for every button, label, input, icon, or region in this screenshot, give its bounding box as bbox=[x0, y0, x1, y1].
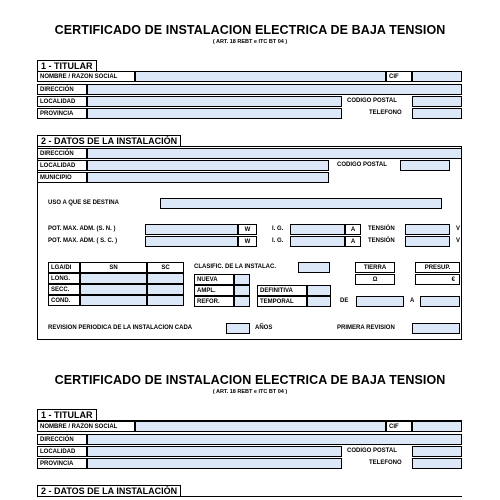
presup-field[interactable]: € bbox=[415, 274, 460, 285]
codigo-postal-label: CODIGO POSTAL bbox=[347, 98, 397, 104]
section-heading-titular: 1 - TITULAR bbox=[37, 409, 97, 421]
telefono-label: TELEFONO bbox=[369, 460, 402, 466]
refor-checkbox[interactable] bbox=[234, 296, 250, 307]
section-heading-instalacion: 2 - DATOS DE LA INSTALACIÓN bbox=[37, 485, 181, 497]
direccion-field[interactable] bbox=[87, 434, 462, 445]
section-heading-instalacion: 2 - DATOS DE LA INSTALACIÓN bbox=[37, 135, 181, 147]
inst-direccion-label: DIRECCIÓN bbox=[37, 148, 87, 159]
tension-sn-field[interactable] bbox=[405, 224, 450, 235]
temporal-checkbox[interactable] bbox=[307, 296, 331, 307]
long-sn-field[interactable] bbox=[80, 273, 147, 284]
pot-sn-field[interactable] bbox=[145, 224, 238, 235]
inst-localidad-field[interactable] bbox=[87, 160, 329, 171]
secc-sn-field[interactable] bbox=[80, 284, 147, 295]
tension-sc-field[interactable] bbox=[405, 236, 450, 247]
de-label: DE bbox=[340, 298, 349, 304]
provincia-label: PROVINCIA bbox=[37, 108, 87, 119]
provincia-field[interactable] bbox=[87, 108, 342, 119]
secc-sc-field[interactable] bbox=[147, 284, 184, 295]
tierra-field[interactable]: Ω bbox=[355, 274, 395, 285]
codigo-postal-field[interactable] bbox=[412, 96, 462, 107]
ig-sc-label: I. G. bbox=[272, 238, 284, 244]
ampl-option[interactable]: AMPL. bbox=[194, 285, 234, 296]
nueva-option[interactable]: NUEVA bbox=[194, 274, 234, 285]
section-divider bbox=[37, 496, 462, 497]
form-title: CERTIFICADO DE INSTALACION ELECTRICA DE BAJA TENSION bbox=[54, 373, 446, 387]
long-label: LONG. bbox=[48, 273, 80, 284]
municipio-field[interactable] bbox=[87, 172, 329, 183]
cif-field[interactable] bbox=[412, 71, 462, 82]
sn-header: SN bbox=[80, 262, 147, 273]
cond-sc-field[interactable] bbox=[147, 295, 184, 306]
localidad-label: LOCALIDAD bbox=[37, 96, 87, 107]
clasific-field[interactable] bbox=[298, 262, 330, 273]
ig-sc-field[interactable] bbox=[290, 236, 345, 247]
long-sc-field[interactable] bbox=[147, 273, 184, 284]
pot-sc-label: POT. MAX. ADM. ( S. C. ) bbox=[48, 238, 118, 244]
localidad-label: LOCALIDAD bbox=[37, 446, 87, 457]
localidad-field[interactable] bbox=[87, 96, 342, 107]
direccion-label: DIRECCIÓN bbox=[37, 434, 87, 445]
presup-header: PRESUP. bbox=[415, 262, 460, 273]
form-title: CERTIFICADO DE INSTALACION ELECTRICA DE BAJA TENSION bbox=[54, 23, 446, 37]
primera-revision-label: PRIMERA REVISION bbox=[337, 325, 395, 331]
anos-label: AÑOS bbox=[255, 325, 273, 331]
nombre-field[interactable] bbox=[135, 421, 386, 432]
sc-header: SC bbox=[147, 262, 184, 273]
temporal-from-field[interactable] bbox=[356, 296, 404, 307]
provincia-field[interactable] bbox=[87, 458, 342, 469]
clasific-label: CLASIFIC. DE LA INSTALAC. bbox=[194, 264, 276, 270]
pot-sc-unit: W bbox=[238, 236, 257, 247]
form-subtitle: ( ART. 18 REBT e ITC BT 04 ) bbox=[212, 39, 288, 45]
tension-sc-label: TENSIÓN bbox=[368, 238, 395, 244]
refor-option[interactable]: REFOR. bbox=[194, 296, 234, 307]
secc-label: SECC. bbox=[48, 284, 80, 295]
inst-codigo-postal-label: CODIGO POSTAL bbox=[337, 162, 387, 168]
ampl-checkbox[interactable] bbox=[234, 285, 250, 296]
ig-sn-field[interactable] bbox=[290, 224, 345, 235]
tension-sn-unit: V bbox=[456, 226, 461, 232]
revision-label: REVISION PERIODICA DE LA INSTALACION CADA bbox=[48, 325, 193, 331]
revision-years-field[interactable] bbox=[226, 323, 250, 334]
lga-header: LGA/DI bbox=[48, 262, 80, 273]
tension-sn-label: TENSIÓN bbox=[368, 226, 395, 232]
telefono-field[interactable] bbox=[412, 458, 462, 469]
definitiva-checkbox[interactable] bbox=[307, 285, 331, 296]
pot-sc-field[interactable] bbox=[145, 236, 238, 247]
cif-label: CIF bbox=[386, 421, 412, 432]
form-subtitle: ( ART. 18 REBT e ITC BT 04 ) bbox=[212, 389, 288, 395]
codigo-postal-label: CODIGO POSTAL bbox=[347, 448, 397, 454]
cond-sn-field[interactable] bbox=[80, 295, 147, 306]
localidad-field[interactable] bbox=[87, 446, 342, 457]
telefono-field[interactable] bbox=[412, 108, 462, 119]
inst-localidad-label: LOCALIDAD bbox=[37, 160, 87, 171]
primera-revision-field[interactable] bbox=[412, 323, 460, 334]
inst-codigo-postal-field[interactable] bbox=[400, 160, 450, 171]
a-label: A bbox=[410, 298, 415, 304]
uso-label: USO A QUE SE DESTINA bbox=[48, 200, 119, 206]
tierra-header: TIERRA bbox=[355, 262, 395, 273]
section-heading-titular: 1 - TITULAR bbox=[37, 60, 97, 72]
provincia-label: PROVINCIA bbox=[37, 458, 87, 469]
telefono-label: TELEFONO bbox=[369, 110, 402, 116]
nueva-checkbox[interactable] bbox=[234, 274, 250, 285]
ig-sn-label: I. G. bbox=[272, 226, 284, 232]
temporal-to-field[interactable] bbox=[420, 296, 460, 307]
direccion-field[interactable] bbox=[87, 84, 462, 95]
inst-direccion-field[interactable] bbox=[87, 148, 462, 159]
nombre-label: NOMBRE / RAZON SOCIAL bbox=[37, 71, 135, 82]
municipio-label: MUNICIPIO bbox=[37, 172, 87, 183]
cif-field[interactable] bbox=[412, 421, 462, 432]
cif-label: CIF bbox=[386, 71, 412, 82]
pot-sn-unit: W bbox=[238, 224, 257, 235]
nombre-label: NOMBRE / RAZON SOCIAL bbox=[37, 421, 135, 432]
pot-sn-label: POT. MAX. ADM. (S. N. ) bbox=[48, 226, 116, 232]
definitiva-option[interactable]: DEFINITIVA bbox=[257, 285, 307, 296]
tension-sc-unit: V bbox=[456, 238, 461, 244]
direccion-label: DIRECCIÓN bbox=[37, 84, 87, 95]
temporal-option[interactable]: TEMPORAL bbox=[257, 296, 307, 307]
codigo-postal-field[interactable] bbox=[412, 446, 462, 457]
nombre-field[interactable] bbox=[135, 71, 386, 82]
cond-label: COND. bbox=[48, 295, 80, 306]
uso-field[interactable] bbox=[160, 198, 442, 209]
ig-sc-unit: A bbox=[345, 236, 361, 247]
ig-sn-unit: A bbox=[345, 224, 361, 235]
